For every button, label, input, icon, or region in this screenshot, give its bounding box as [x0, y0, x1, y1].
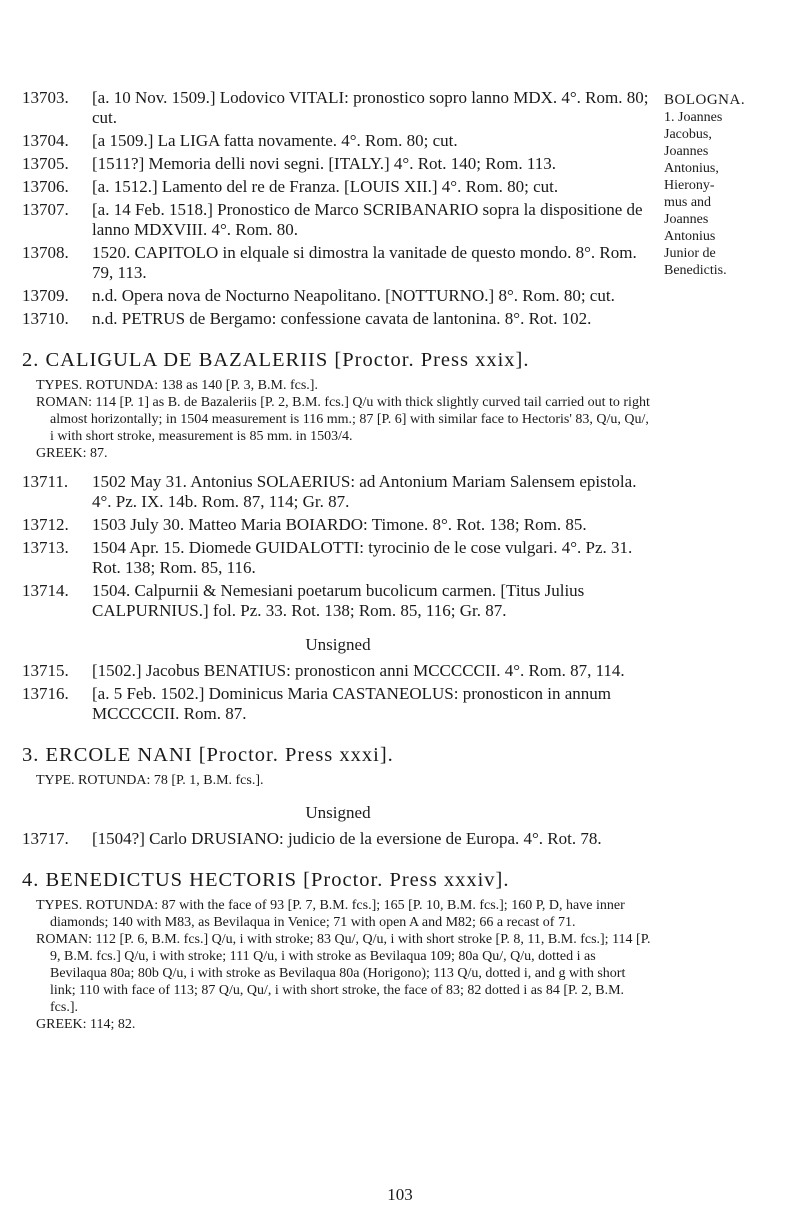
entry — [22, 131, 654, 151]
unsigned-heading: Unsigned — [305, 635, 371, 654]
section-heading: 3. ERCOLE NANI [Proctor. Press xxxi]. — [22, 744, 394, 766]
entry-number: 13714. — [22, 581, 69, 600]
margin-line: Junior de — [664, 246, 716, 261]
entry-text: n.d. Opera nova de Nocturno Neapolitano. [NOTTURNO.] 8°. Rom. 80; cut. — [92, 286, 615, 305]
page-number: 103 — [387, 1185, 413, 1204]
unsigned-heading: Unsigned — [305, 803, 371, 822]
entry-text: [a. 1512.] Lamento del re de Franza. [LOUIS XII.] 4°. Rom. 80; cut. — [92, 177, 559, 196]
entry — [22, 177, 654, 197]
types-line: ROMAN: 112 [P. 6, B.M. fcs.] Q/u, i with stroke; 83 Qu/, Q/u, i with short stroke [P. 8, 11, B.M. fcs.]; 114 [P. 9, B.M. fcs.] Q/u, i with stroke; 111 Q/u, i with stroke as Bevilaqua 109; 80a Qu/, Q/u, dotted i as Bevilaqua 80a; 80b Q/u, i with stroke as Bevilaqua 80a (Horigono); 113 Q/u, dotted i, and g with short link; 110 with face of 113; 87 Q/u, Qu/, i with short stroke, the face of 83; 82 dotted i as 84 [P. 2, B.M. fcs.]. — [36, 932, 651, 1015]
types-line: GREEK: 87. — [36, 446, 108, 461]
section-heading: 4. BENEDICTUS HECTORIS [Proctor. Press xxxiv]. — [22, 869, 510, 891]
margin-line: mus and — [664, 195, 712, 210]
entry-number: 13715. — [22, 661, 69, 680]
margin-line: Joannes — [664, 144, 709, 159]
entry-text: [a. 10 Nov. 1509.] Lodovico VITALI: pronostico sopro lanno MDX. 4°. Rom. 80; cut. — [92, 88, 649, 127]
entry-text: [a. 14 Feb. 1518.] Pronostico de Marco SCRIBANARIO sopra la dispositione de lanno MDXVIII. 4°. Rom. 80. — [92, 200, 643, 239]
margin-line: Hierony- — [664, 178, 715, 193]
entry-number: 13712. — [22, 515, 69, 534]
entry-list-a — [22, 88, 654, 329]
entry — [22, 538, 654, 578]
entry-number: 13711. — [22, 472, 69, 491]
entry-number: 13707. — [22, 200, 69, 219]
entry — [22, 88, 654, 128]
entry-number: 13703. — [22, 88, 69, 107]
margin-line: Antonius, — [664, 161, 719, 176]
entry-number: 13706. — [22, 177, 69, 196]
types-line: GREEK: 114; 82. — [36, 1017, 136, 1032]
entry — [22, 515, 654, 535]
entry-text: 1504 Apr. 15. Diomede GUIDALOTTI: tyrocinio de le cose vulgari. 4°. Pz. 31. Rot. 138; Rom. 85, 116. — [92, 538, 633, 577]
entry-text: [1504?] Carlo DRUSIANO: judicio de la eversione de Europa. 4°. Rot. 78. — [92, 829, 602, 848]
entry-number: 13709. — [22, 286, 69, 305]
types-block — [22, 897, 654, 1033]
entry-number: 13708. — [22, 243, 69, 262]
margin-note — [664, 92, 794, 279]
entry-text: 1504. Calpurnii & Nemesiani poetarum bucolicum carmen. [Titus Julius CALPURNIUS.] fol. Pz. 33. Rot. 138; Rom. 85, 116; Gr. 87. — [92, 581, 585, 620]
entry — [22, 581, 654, 621]
main-text — [22, 88, 654, 1043]
entry-number: 13704. — [22, 131, 69, 150]
entry-number: 13716. — [22, 684, 69, 703]
entry-text: [a 1509.] La LIGA fatta novamente. 4°. Rom. 80; cut. — [92, 131, 458, 150]
entry — [22, 309, 654, 329]
entry-text: [a. 5 Feb. 1502.] Dominicus Maria CASTANEOLUS: pronosticon in annum MCCCCCII. Rom. 87. — [92, 684, 611, 723]
entry — [22, 472, 654, 512]
types-line: TYPES. ROTUNDA: 87 with the face of 93 [P. 7, B.M. fcs.]; 165 [P. 10, B.M. fcs.]; 160 P, D, have inner diamonds; 140 with M83, as Bevilaqua in Venice; 71 with open A and M82; 66 a recast of 71. — [36, 898, 625, 930]
entry — [22, 661, 654, 681]
types-block — [22, 377, 654, 462]
margin-place: BOLOGNA. — [664, 92, 746, 108]
margin-line: Benedictis. — [664, 263, 727, 278]
entry-number: 13713. — [22, 538, 69, 557]
entry-number: 13717. — [22, 829, 69, 848]
types-line: ROMAN: 114 [P. 1] as B. de Bazaleriis [P. 2, B.M. fcs.] Q/u with thick slightly curved tail carried out to right almost horizontally; in 1504 measurement is 116 mm.; 87 [P. 6] with similar face to Hectoris' 83, Q/u, Qu/, i with short stroke, measurement is 85 mm. in 1503/4. — [36, 395, 650, 444]
types-block — [22, 772, 654, 789]
entry — [22, 243, 654, 283]
section-heading: 2. CALIGULA DE BAZALERIIS [Proctor. Press xxix]. — [22, 349, 530, 371]
entry-number: 13705. — [22, 154, 69, 173]
entry-text: [1511?] Memoria delli novi segni. [ITALY.] 4°. Rot. 140; Rom. 113. — [92, 154, 556, 173]
entry-text: 1503 July 30. Matteo Maria BOIARDO: Timone. 8°. Rot. 138; Rom. 85. — [92, 515, 587, 534]
entry — [22, 829, 654, 849]
types-line: TYPE. ROTUNDA: 78 [P. 1, B.M. fcs.]. — [36, 773, 264, 788]
entry — [22, 154, 654, 174]
entry — [22, 200, 654, 240]
margin-line: Antonius — [664, 229, 716, 244]
entry — [22, 684, 654, 724]
entry-number: 13710. — [22, 309, 69, 328]
entry-text: n.d. PETRUS de Bergamo: confessione cavata de lantonina. 8°. Rot. 102. — [92, 309, 592, 328]
entry-text: 1520. CAPITOLO in elquale si dimostra la vanitade de questo mondo. 8°. Rom. 79, 113. — [92, 243, 637, 282]
entry-text: [1502.] Jacobus BENATIUS: pronosticon anni MCCCCCII. 4°. Rom. 87, 114. — [92, 661, 625, 680]
margin-line: 1. Joannes — [664, 110, 723, 125]
margin-line: Joannes — [664, 212, 709, 227]
margin-line: Jacobus, — [664, 127, 712, 142]
entry — [22, 286, 654, 306]
entry-text: 1502 May 31. Antonius SOLAERIUS: ad Antonium Mariam Salensem epistola. 4°. Pz. IX. 14b. Rom. 87, 114; Gr. 87. — [92, 472, 637, 511]
types-line: TYPES. ROTUNDA: 138 as 140 [P. 3, B.M. fcs.]. — [36, 378, 318, 393]
